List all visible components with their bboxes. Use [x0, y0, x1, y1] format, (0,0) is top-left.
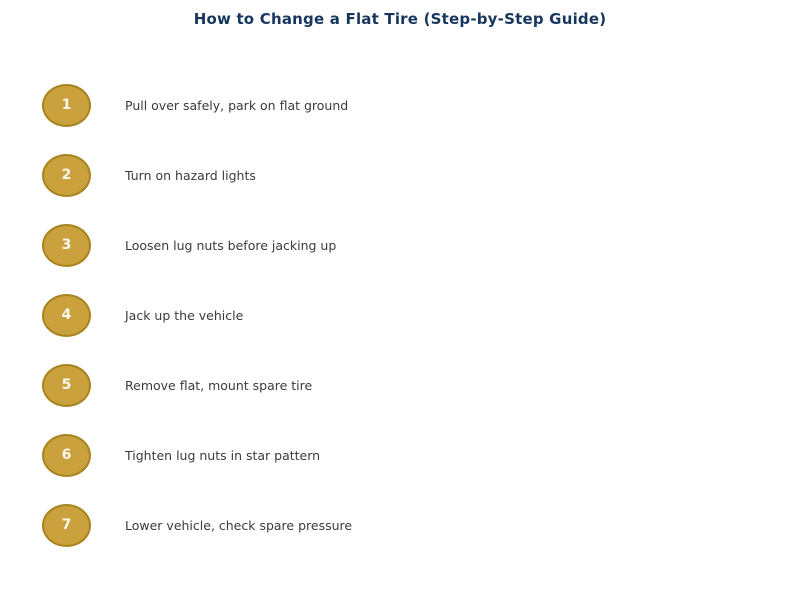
step-number: 3	[61, 237, 72, 253]
step-number: 1	[61, 97, 72, 113]
step-number: 6	[61, 447, 72, 463]
step-row-7	[42, 503, 352, 547]
step-number-badge	[42, 224, 91, 267]
step-number-badge	[42, 294, 91, 337]
step-label: Lower vehicle, check spare pressure	[125, 517, 353, 533]
step-number-badge	[42, 504, 91, 547]
step-row-4	[42, 293, 243, 337]
page-title: How to Change a Flat Tire (Step-by-Step Guide)	[193, 10, 607, 28]
step-row-3	[42, 223, 336, 267]
step-label: Turn on hazard lights	[125, 167, 256, 183]
step-row-2	[42, 153, 256, 197]
step-number-badge	[42, 434, 91, 477]
step-label: Remove flat, mount spare tire	[125, 377, 313, 393]
step-label: Pull over safely, park on flat ground	[125, 97, 349, 113]
step-number-badge	[42, 154, 91, 197]
step-label: Loosen lug nuts before jacking up	[125, 237, 337, 253]
step-number-badge	[42, 364, 91, 407]
step-number: 4	[61, 307, 72, 323]
step-number: 7	[61, 517, 72, 533]
step-row-5	[42, 363, 312, 407]
step-row-6	[42, 433, 320, 477]
step-row-1	[42, 83, 348, 127]
step-label: Jack up the vehicle	[125, 307, 244, 323]
step-number-badge	[42, 84, 91, 127]
step-number: 5	[61, 377, 72, 393]
step-label: Tighten lug nuts in star pattern	[125, 447, 321, 463]
step-number: 2	[61, 167, 72, 183]
